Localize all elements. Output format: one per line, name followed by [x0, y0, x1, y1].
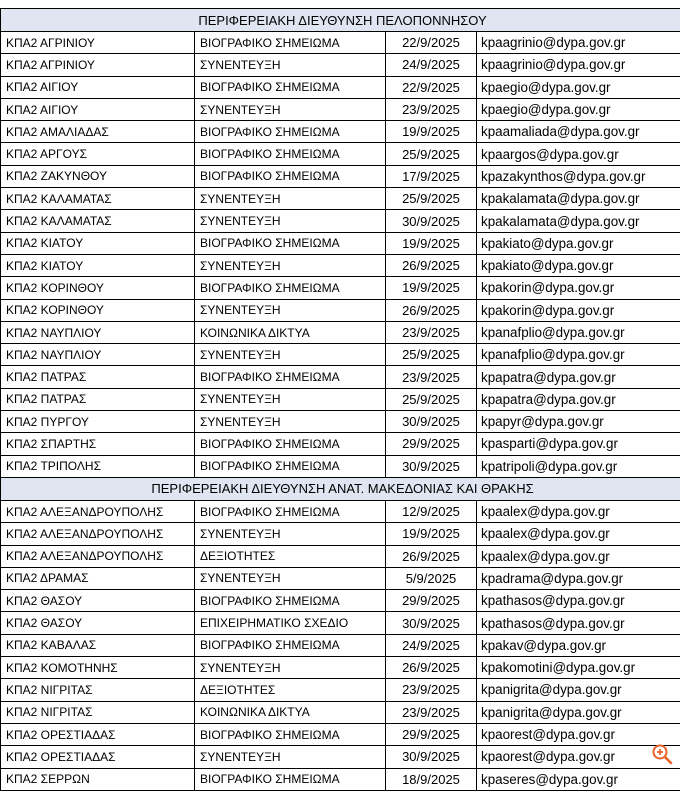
table-row [1, 277, 680, 299]
office-cell: ΚΠΑ2 ΖΑΚΥΝΘΟΥ [1, 165, 195, 187]
section-title: ΠΕΡΙΦΕΡΕΙΑΚΗ ΔΙΕΥΘΥΝΣΗ ΠΕΛΟΠΟΝΝΗΣΟΥ [1, 9, 680, 32]
email-cell: kpaalex@dypa.gov.gr [477, 500, 680, 522]
topic-cell: ΣΥΝΕΝΤΕΥΞΗ [195, 567, 386, 589]
topic-cell: ΒΙΟΓΡΑΦΙΚΟ ΣΗΜΕΙΩΜΑ [195, 143, 386, 165]
email-cell: kpasparti@dypa.gov.gr [477, 433, 680, 455]
office-cell: ΚΠΑ2 ΘΑΣΟΥ [1, 590, 195, 612]
email-cell: kpaorest@dypa.gov.gr [477, 723, 680, 745]
email-cell: kpanigrita@dypa.gov.gr [477, 679, 680, 701]
date-cell: 30/9/2025 [386, 210, 477, 232]
table-row [1, 567, 680, 589]
table-row [1, 388, 680, 410]
table-row [1, 590, 680, 612]
topic-cell: ΒΙΟΓΡΑΦΙΚΟ ΣΗΜΕΙΩΜΑ [195, 500, 386, 522]
table-row [1, 76, 680, 98]
date-cell: 23/9/2025 [386, 98, 477, 120]
office-cell: ΚΠΑ2 ΑΓΡΙΝΙΟΥ [1, 32, 195, 54]
table-row [1, 32, 680, 54]
email-cell: kpaegio@dypa.gov.gr [477, 98, 680, 120]
table-row [1, 433, 680, 455]
email-cell: kpaalex@dypa.gov.gr [477, 523, 680, 545]
email-cell: kpathasos@dypa.gov.gr [477, 612, 680, 634]
office-cell: ΚΠΑ2 ΑΙΓΙΟΥ [1, 98, 195, 120]
date-cell: 26/9/2025 [386, 657, 477, 679]
email-cell: kpaamaliada@dypa.gov.gr [477, 121, 680, 143]
email-cell: kpakiato@dypa.gov.gr [477, 254, 680, 276]
table-row [1, 545, 680, 567]
office-cell: ΚΠΑ2 ΑΙΓΙΟΥ [1, 76, 195, 98]
table-row [1, 411, 680, 433]
date-cell: 5/9/2025 [386, 567, 477, 589]
email-cell: kpakalamata@dypa.gov.gr [477, 188, 680, 210]
date-cell: 19/9/2025 [386, 523, 477, 545]
section-header-row [1, 477, 680, 500]
office-cell: ΚΠΑ2 ΚΟΡΙΝΘΟΥ [1, 299, 195, 321]
email-cell: kpaagrinio@dypa.gov.gr [477, 54, 680, 76]
table-row [1, 143, 680, 165]
office-cell: ΚΠΑ2 ΠΑΤΡΑΣ [1, 388, 195, 410]
date-cell: 26/9/2025 [386, 254, 477, 276]
office-cell: ΚΠΑ2 ΚΟΡΙΝΘΟΥ [1, 277, 195, 299]
date-cell: 30/9/2025 [386, 746, 477, 768]
email-cell: kpapatra@dypa.gov.gr [477, 388, 680, 410]
topic-cell: ΣΥΝΕΝΤΕΥΞΗ [195, 657, 386, 679]
email-cell: kpathasos@dypa.gov.gr [477, 590, 680, 612]
email-cell: kpadrama@dypa.gov.gr [477, 567, 680, 589]
table-row [1, 500, 680, 522]
table-row [1, 254, 680, 276]
topic-cell: ΒΙΟΓΡΑΦΙΚΟ ΣΗΜΕΙΩΜΑ [195, 433, 386, 455]
office-cell: ΚΠΑ2 ΑΓΡΙΝΙΟΥ [1, 54, 195, 76]
office-cell: ΚΠΑ2 ΚΑΒΑΛΑΣ [1, 634, 195, 656]
date-cell: 25/9/2025 [386, 188, 477, 210]
email-cell: kpazakynthos@dypa.gov.gr [477, 165, 680, 187]
date-cell: 23/9/2025 [386, 321, 477, 343]
topic-cell: ΔΕΞΙΟΤΗΤΕΣ [195, 545, 386, 567]
section-header-row [1, 9, 680, 32]
office-cell: ΚΠΑ2 ΟΡΕΣΤΙΑΔΑΣ [1, 723, 195, 745]
date-cell: 25/9/2025 [386, 344, 477, 366]
schedule-table [0, 8, 680, 791]
topic-cell: ΣΥΝΕΝΤΕΥΞΗ [195, 188, 386, 210]
date-cell: 26/9/2025 [386, 299, 477, 321]
table-row [1, 98, 680, 120]
office-cell: ΚΠΑ2 ΚΙΑΤΟΥ [1, 254, 195, 276]
zoom-in-icon[interactable] [651, 743, 673, 765]
date-cell: 19/9/2025 [386, 121, 477, 143]
table-row [1, 746, 680, 768]
topic-cell: ΒΙΟΓΡΑΦΙΚΟ ΣΗΜΕΙΩΜΑ [195, 165, 386, 187]
topic-cell: ΒΙΟΓΡΑΦΙΚΟ ΣΗΜΕΙΩΜΑ [195, 590, 386, 612]
email-cell: kpanafplio@dypa.gov.gr [477, 321, 680, 343]
email-cell: kpapyr@dypa.gov.gr [477, 411, 680, 433]
topic-cell: ΣΥΝΕΝΤΕΥΞΗ [195, 344, 386, 366]
email-cell: kpatripoli@dypa.gov.gr [477, 455, 680, 477]
office-cell: ΚΠΑ2 ΝΙΓΡΙΤΑΣ [1, 679, 195, 701]
topic-cell: ΣΥΝΕΝΤΕΥΞΗ [195, 254, 386, 276]
topic-cell: ΒΙΟΓΡΑΦΙΚΟ ΣΗΜΕΙΩΜΑ [195, 277, 386, 299]
date-cell: 18/9/2025 [386, 768, 477, 790]
topic-cell: ΣΥΝΕΝΤΕΥΞΗ [195, 411, 386, 433]
email-cell: kpapatra@dypa.gov.gr [477, 366, 680, 388]
topic-cell: ΒΙΟΓΡΑΦΙΚΟ ΣΗΜΕΙΩΜΑ [195, 32, 386, 54]
office-cell: ΚΠΑ2 ΚΑΛΑΜΑΤΑΣ [1, 188, 195, 210]
date-cell: 12/9/2025 [386, 500, 477, 522]
topic-cell: ΒΙΟΓΡΑΦΙΚΟ ΣΗΜΕΙΩΜΑ [195, 121, 386, 143]
topic-cell: ΚΟΙΝΩΝΙΚΑ ΔΙΚΤΥΑ [195, 321, 386, 343]
date-cell: 29/9/2025 [386, 590, 477, 612]
topic-cell: ΒΙΟΓΡΑΦΙΚΟ ΣΗΜΕΙΩΜΑ [195, 76, 386, 98]
table-row [1, 188, 680, 210]
email-cell: kpakav@dypa.gov.gr [477, 634, 680, 656]
email-cell: kpakalamata@dypa.gov.gr [477, 210, 680, 232]
table-row [1, 455, 680, 477]
email-cell: kpanigrita@dypa.gov.gr [477, 701, 680, 723]
office-cell: ΚΠΑ2 ΣΕΡΡΩΝ [1, 768, 195, 790]
office-cell: ΚΠΑ2 ΚΙΑΤΟΥ [1, 232, 195, 254]
office-cell: ΚΠΑ2 ΘΑΣΟΥ [1, 612, 195, 634]
email-cell: kpaagrinio@dypa.gov.gr [477, 32, 680, 54]
table-row [1, 612, 680, 634]
office-cell: ΚΠΑ2 ΑΛΕΞΑΝΔΡΟΥΠΟΛΗΣ [1, 500, 195, 522]
section-title: ΠΕΡΙΦΕΡΕΙΑΚΗ ΔΙΕΥΘΥΝΣΗ ΑΝΑΤ. ΜΑΚΕΔΟΝΙΑΣ ΚΑΙ ΘΡΑΚΗΣ [1, 477, 680, 500]
date-cell: 23/9/2025 [386, 701, 477, 723]
office-cell: ΚΠΑ2 ΑΛΕΞΑΝΔΡΟΥΠΟΛΗΣ [1, 523, 195, 545]
table-row [1, 321, 680, 343]
office-cell: ΚΠΑ2 ΑΜΑΛΙΑΔΑΣ [1, 121, 195, 143]
office-cell: ΚΠΑ2 ΑΡΓΟΥΣ [1, 143, 195, 165]
table-row [1, 723, 680, 745]
date-cell: 23/9/2025 [386, 679, 477, 701]
topic-cell: ΣΥΝΕΝΤΕΥΞΗ [195, 523, 386, 545]
date-cell: 30/9/2025 [386, 411, 477, 433]
table-row [1, 54, 680, 76]
date-cell: 22/9/2025 [386, 76, 477, 98]
topic-cell: ΒΙΟΓΡΑΦΙΚΟ ΣΗΜΕΙΩΜΑ [195, 768, 386, 790]
table-row [1, 657, 680, 679]
email-cell: kpaargos@dypa.gov.gr [477, 143, 680, 165]
topic-cell: ΣΥΝΕΝΤΕΥΞΗ [195, 388, 386, 410]
office-cell: ΚΠΑ2 ΚΟΜΟΤΗΝΗΣ [1, 657, 195, 679]
office-cell: ΚΠΑ2 ΝΙΓΡΙΤΑΣ [1, 701, 195, 723]
date-cell: 19/9/2025 [386, 277, 477, 299]
email-cell: kpakiato@dypa.gov.gr [477, 232, 680, 254]
topic-cell: ΣΥΝΕΝΤΕΥΞΗ [195, 210, 386, 232]
topic-cell: ΒΙΟΓΡΑΦΙΚΟ ΣΗΜΕΙΩΜΑ [195, 723, 386, 745]
office-cell: ΚΠΑ2 ΤΡΙΠΟΛΗΣ [1, 455, 195, 477]
date-cell: 26/9/2025 [386, 545, 477, 567]
email-cell: kpakorin@dypa.gov.gr [477, 277, 680, 299]
table-row [1, 121, 680, 143]
office-cell: ΚΠΑ2 ΟΡΕΣΤΙΑΔΑΣ [1, 746, 195, 768]
topic-cell: ΒΙΟΓΡΑΦΙΚΟ ΣΗΜΕΙΩΜΑ [195, 232, 386, 254]
email-cell: kpakomotini@dypa.gov.gr [477, 657, 680, 679]
table-row [1, 344, 680, 366]
table-row [1, 232, 680, 254]
table-row [1, 210, 680, 232]
topic-cell: ΕΠΙΧΕΙΡΗΜΑΤΙΚΟ ΣΧΕΔΙΟ [195, 612, 386, 634]
topic-cell: ΣΥΝΕΝΤΕΥΞΗ [195, 746, 386, 768]
topic-cell: ΒΙΟΓΡΑΦΙΚΟ ΣΗΜΕΙΩΜΑ [195, 634, 386, 656]
date-cell: 30/9/2025 [386, 455, 477, 477]
date-cell: 25/9/2025 [386, 143, 477, 165]
topic-cell: ΒΙΟΓΡΑΦΙΚΟ ΣΗΜΕΙΩΜΑ [195, 366, 386, 388]
date-cell: 29/9/2025 [386, 723, 477, 745]
email-cell: kpaseres@dypa.gov.gr [477, 768, 680, 790]
table-row [1, 523, 680, 545]
email-cell: kpanafplio@dypa.gov.gr [477, 344, 680, 366]
office-cell: ΚΠΑ2 ΣΠΑΡΤΗΣ [1, 433, 195, 455]
date-cell: 29/9/2025 [386, 433, 477, 455]
date-cell: 25/9/2025 [386, 388, 477, 410]
date-cell: 24/9/2025 [386, 54, 477, 76]
office-cell: ΚΠΑ2 ΠΥΡΓΟΥ [1, 411, 195, 433]
email-cell: kpaalex@dypa.gov.gr [477, 545, 680, 567]
email-cell: kpaorest@dypa.gov.gr [477, 746, 680, 768]
date-cell: 24/9/2025 [386, 634, 477, 656]
email-cell: kpaegio@dypa.gov.gr [477, 76, 680, 98]
office-cell: ΚΠΑ2 ΝΑΥΠΛΙΟΥ [1, 344, 195, 366]
office-cell: ΚΠΑ2 ΚΑΛΑΜΑΤΑΣ [1, 210, 195, 232]
topic-cell: ΒΙΟΓΡΑΦΙΚΟ ΣΗΜΕΙΩΜΑ [195, 455, 386, 477]
table-row [1, 768, 680, 790]
table-row [1, 366, 680, 388]
date-cell: 17/9/2025 [386, 165, 477, 187]
table-row [1, 634, 680, 656]
topic-cell: ΣΥΝΕΝΤΕΥΞΗ [195, 299, 386, 321]
date-cell: 22/9/2025 [386, 32, 477, 54]
table-row [1, 679, 680, 701]
table-row [1, 299, 680, 321]
topic-cell: ΣΥΝΕΝΤΕΥΞΗ [195, 98, 386, 120]
office-cell: ΚΠΑ2 ΑΛΕΞΑΝΔΡΟΥΠΟΛΗΣ [1, 545, 195, 567]
office-cell: ΚΠΑ2 ΠΑΤΡΑΣ [1, 366, 195, 388]
office-cell: ΚΠΑ2 ΝΑΥΠΛΙΟΥ [1, 321, 195, 343]
table-row [1, 701, 680, 723]
date-cell: 23/9/2025 [386, 366, 477, 388]
office-cell: ΚΠΑ2 ΔΡΑΜΑΣ [1, 567, 195, 589]
topic-cell: ΔΕΞΙΟΤΗΤΕΣ [195, 679, 386, 701]
date-cell: 30/9/2025 [386, 612, 477, 634]
topic-cell: ΣΥΝΕΝΤΕΥΞΗ [195, 54, 386, 76]
date-cell: 19/9/2025 [386, 232, 477, 254]
email-cell: kpakorin@dypa.gov.gr [477, 299, 680, 321]
table-row [1, 165, 680, 187]
topic-cell: ΚΟΙΝΩΝΙΚΑ ΔΙΚΤΥΑ [195, 701, 386, 723]
